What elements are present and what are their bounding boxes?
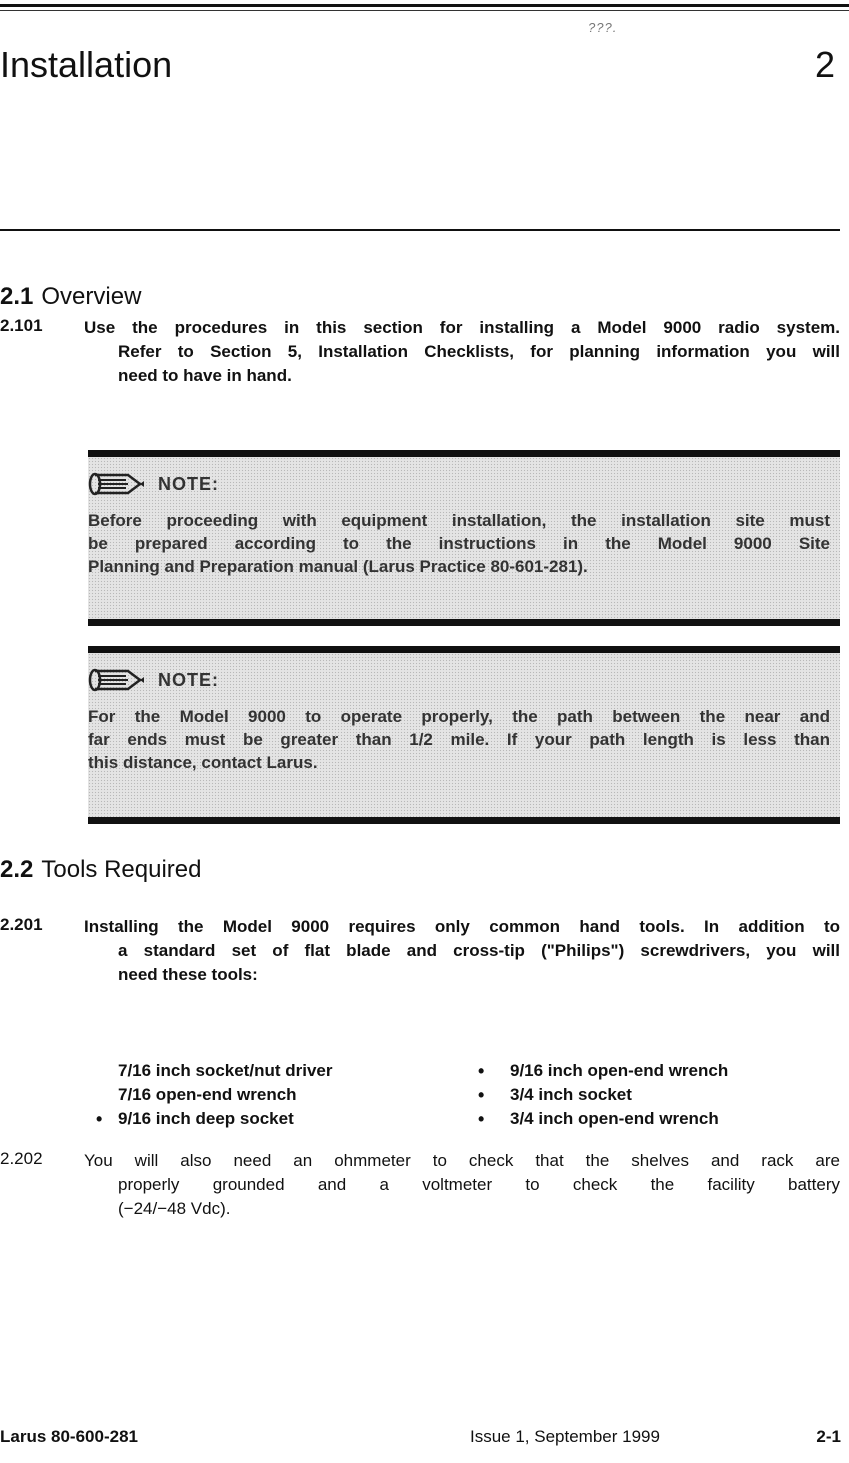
paragraph-line: You will also need an ohmmeter to check that the shelves and rack are	[84, 1151, 840, 1170]
paragraph-2-201	[84, 915, 840, 987]
note-text	[88, 509, 830, 578]
paragraph-2-202	[84, 1149, 840, 1221]
section-title: Tools Required	[41, 856, 202, 883]
header-rule-thick	[0, 4, 849, 7]
note-line: this distance, contact Larus.	[88, 753, 318, 772]
pencil-icon	[88, 667, 146, 693]
tool-name: 3/4 inch socket	[510, 1085, 632, 1104]
list-item	[96, 1107, 478, 1131]
tool-name: 7/16 inch socket/nut driver	[118, 1061, 333, 1080]
paragraph-number: 2.101	[0, 316, 43, 335]
note-line: For the Model 9000 to operate properly, the path between the near and	[88, 707, 830, 726]
section-heading-overview	[0, 283, 141, 311]
list-item	[478, 1083, 838, 1107]
pencil-icon	[88, 471, 146, 497]
note-line: be prepared according to the instructions in the Model 9000 Site	[88, 534, 830, 553]
bullet: •	[478, 1109, 485, 1129]
chapter-title: Installation	[0, 44, 173, 85]
chapter-number: 2	[814, 44, 835, 85]
tool-name: 9/16 inch deep socket	[118, 1109, 294, 1128]
tool-row	[118, 1083, 838, 1107]
paragraph-line: Installing the Model 9000 requires only common hand tools. In addition to	[84, 917, 840, 936]
header-stamp: ???.	[588, 20, 618, 35]
bullet: •	[478, 1061, 485, 1081]
note-line: Before proceeding with equipment installation, the installation site must	[88, 511, 830, 530]
note-box-site-preparation	[88, 450, 840, 626]
paragraph-line: properly grounded and a voltmeter to check the facility battery	[118, 1175, 840, 1194]
paragraph-number: 2.201	[0, 915, 43, 934]
section-title: Overview	[41, 283, 142, 310]
tool-name: 3/4 inch open-end wrench	[510, 1109, 719, 1128]
note-text	[88, 705, 830, 774]
note-line: far ends must be greater than 1/2 mile. If your path length is less than	[88, 730, 830, 749]
paragraph-line: need to have in hand.	[118, 366, 292, 385]
footer-page-number: 2-1	[816, 1427, 841, 1446]
paragraph-line: (−24/−48 Vdc).	[118, 1199, 231, 1218]
tool-row	[118, 1059, 838, 1083]
paragraph-line: Refer to Section 5, Installation Checklists, for planning information you will	[118, 342, 840, 361]
bullet: •	[96, 1109, 103, 1129]
tool-name: 9/16 inch open-end wrench	[510, 1061, 729, 1080]
footer-document-number: Larus 80-600-281	[0, 1427, 138, 1446]
list-item	[118, 1059, 478, 1083]
section-heading-tools-required	[0, 856, 201, 884]
note-header	[88, 667, 830, 693]
bullet: •	[478, 1085, 485, 1105]
list-item	[118, 1083, 478, 1107]
section-number: 2.1	[0, 283, 34, 310]
tools-list	[96, 1059, 838, 1131]
note-header	[88, 471, 830, 497]
note-label: NOTE:	[158, 669, 219, 690]
paragraph-line: a standard set of flat blade and cross-tip ("Philips") screwdrivers, you will	[118, 941, 840, 960]
tool-name: 7/16 open-end wrench	[118, 1085, 297, 1104]
section-number: 2.2	[0, 856, 34, 883]
tool-row	[96, 1107, 838, 1131]
list-item	[478, 1059, 838, 1083]
paragraph-number: 2.202	[0, 1149, 43, 1168]
header-rule-thin	[0, 10, 849, 11]
note-line: Planning and Preparation manual (Larus Practice 80-601-281).	[88, 557, 588, 576]
note-label: NOTE:	[158, 473, 219, 494]
paragraph-line: need these tools:	[118, 965, 258, 984]
paragraph-2-101	[84, 316, 840, 388]
list-item	[478, 1107, 838, 1131]
paragraph-line: Use the procedures in this section for installing a Model 9000 radio system.	[84, 318, 840, 337]
note-box-path-length	[88, 646, 840, 824]
footer-issue-date: Issue 1, September 1999	[470, 1427, 660, 1446]
section-divider-rule	[0, 229, 840, 231]
